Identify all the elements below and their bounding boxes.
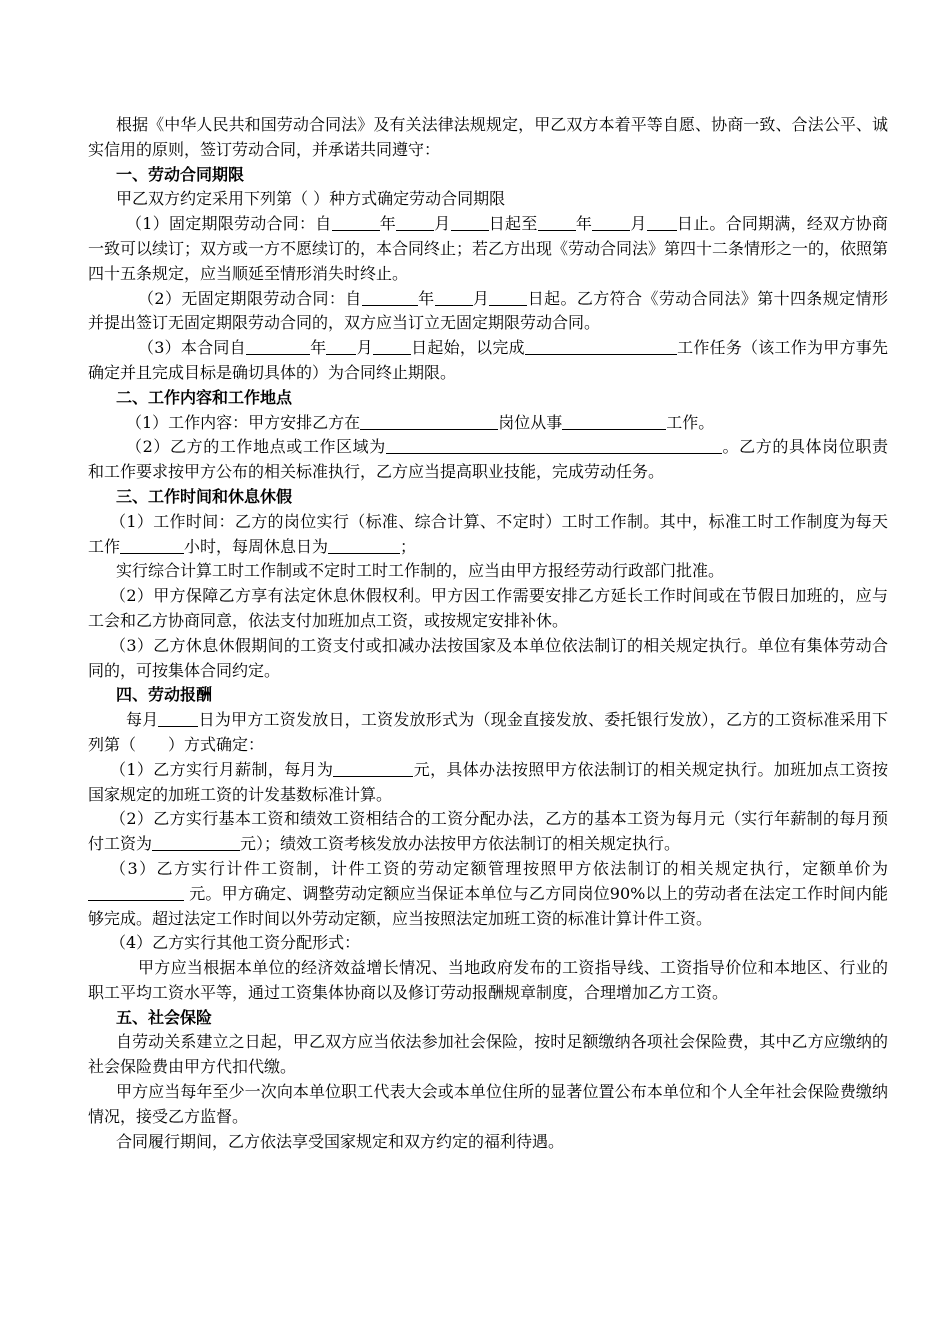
monthly-salary-blank (333, 760, 413, 777)
section-5-item-3: 合同履行期间，乙方依法享受国家规定和双方约定的福利待遇。 (116, 1131, 565, 1151)
section-4-item-5: （4）乙方实行其他工资分配形式： (110, 933, 361, 953)
start-year-blank (332, 214, 380, 231)
work-type-blank (562, 413, 666, 430)
weekly-rest-day-blank (328, 537, 400, 554)
task-name-blank (525, 338, 677, 355)
section-3-item-1: （1）工作时间：乙方的岗位实行（标准、综合计算、不定时）工时工作制。其中，标准工时工作制度为每天工作 小时，每周休息日为 ； (88, 511, 888, 556)
start-day-blank (451, 214, 489, 231)
position-blank (360, 413, 498, 430)
intro-paragraph: 根据《中华人民共和国劳动合同法》及有关法律法规规定，甲乙双方本着平等自愿、协商一致、合法公平、诚实信用的原则，签订劳动合同，并承诺共同遵守： (88, 115, 888, 159)
end-month-blank (592, 214, 630, 231)
section-1-item-2: （2）无固定期限劳动合同：自 年 月 日起。乙方符合《劳动合同法》第十四条规定情形并提出签订无固定期限劳动合同的，双方应当订立无固定期限劳动合同。 (88, 288, 888, 333)
section-4-item-6: 甲方应当根据本单位的经济效益增长情况、当地政府发布的工资指导线、工资指导价位和本地区、行业的职工平均工资水平等，通过工资集体协商以及修订劳动报酬规章制度，合理增加乙方工资。 (88, 958, 888, 1002)
open-start-year-blank (362, 289, 418, 306)
section-2-item-1: （1）工作内容：甲方安排乙方在 岗位从事 工作。 (126, 412, 715, 432)
piece-rate-blank (88, 884, 184, 901)
section-2-item-2: （2）乙方的工作地点或工作区域为 。乙方的具体岗位职责和工作要求按甲方公布的相关标准执行，乙方应当提高职业技能，完成劳动任务。 (88, 437, 888, 482)
end-year-blank (538, 214, 576, 231)
task-start-year-blank (246, 338, 310, 355)
section-1-lead: 甲乙双方约定采用下列第（ ）种方式确定劳动合同期限 (116, 189, 506, 209)
section-5-heading: 五、社会保险 (116, 1007, 213, 1027)
daily-hours-blank (120, 537, 184, 554)
open-start-month-blank (435, 289, 473, 306)
section-4-item-3: （2）乙方实行基本工资和绩效工资相结合的工资分配办法，乙方的基本工资为每月元（实行年薪制的每月预付工资为 元）；绩效工资考核发放办法按甲方依法制订的相关规定执行。 (88, 809, 888, 854)
section-1-heading: 一、劳动合同期限 (116, 164, 245, 184)
section-4-heading: 四、劳动报酬 (116, 685, 213, 705)
section-4-item-1: 每月 日为甲方工资发放日，工资发放形式为（现金直接发放、委托银行发放），乙方的工资标准采用下列第（ ）方式确定： (88, 710, 888, 754)
section-3-item-3: （2）甲方保障乙方享有法定休息休假权利。甲方因工作需要安排乙方延长工作时间或在节假日加班的，应与工会和乙方协商同意，依法支付加班加点工资，或按规定安排补休。 (88, 586, 888, 630)
section-1-item-3: （3）本合同自 年 月 日起始，以完成 工作任务（该工作为甲方事先确定并且完成目标是确切具体的）为合同终止期限。 (88, 338, 888, 382)
section-1-item-1: （1）固定期限劳动合同：自 年 月 日起至 年 月 日止。合同期满，经双方协商一致可以续订；双方或一方不愿续订的，本合同终止；若乙方出现《劳动合同法》第四十二条情形之一的，依照第四十五条规定，应当顺延至情形消失时终止。 (88, 214, 889, 283)
payday-blank (158, 710, 198, 727)
open-start-day-blank (489, 289, 527, 306)
start-month-blank (396, 214, 434, 231)
section-2-heading: 二、工作内容和工作地点 (116, 387, 293, 407)
end-day-blank (647, 214, 677, 231)
advance-pay-blank (152, 834, 240, 851)
section-3-item-4: （3）乙方休息休假期间的工资支付或扣减办法按国家及本单位依法制订的相关规定执行。单位有集体劳动合同的，可按集体合同约定。 (88, 635, 888, 680)
section-5-item-1: 自劳动关系建立之日起，甲乙双方应当依法参加社会保险，按时足额缴纳各项社会保险费，其中乙方应缴纳的社会保险费由甲方代扣代缴。 (88, 1032, 888, 1077)
work-location-blank (386, 437, 722, 454)
section-5-item-2: 甲方应当每年至少一次向本单位职工代表大会或本单位住所的显著位置公布本单位和个人全年社会保险费缴纳情况，接受乙方监督。 (88, 1082, 888, 1126)
task-start-day-blank (373, 338, 411, 355)
section-3-heading: 三、工作时间和休息休假 (116, 486, 293, 506)
section-4-item-2: （1）乙方实行月薪制，每月为 元，具体办法按照甲方依法制订的相关规定执行。加班加点工资按国家规定的加班工资的计发基数标准计算。 (88, 759, 888, 804)
section-3-item-2: 实行综合计算工时工作制或不定时工时工作制的，应当由甲方报经劳动行政部门批准。 (116, 561, 725, 581)
task-start-month-blank (326, 338, 356, 355)
section-4-item-4: （3）乙方实行计件工资制，计件工资的劳动定额管理按照甲方依法制订的相关规定执行，定额单价为 元。甲方确定、调整劳动定额应当保证本单位与乙方同岗位90%以上的劳动者在法定工作时间内能够完成。超过法定工作时间以外劳动定额，应当按照法定加班工资的标准计算计件工资。 (88, 858, 888, 928)
